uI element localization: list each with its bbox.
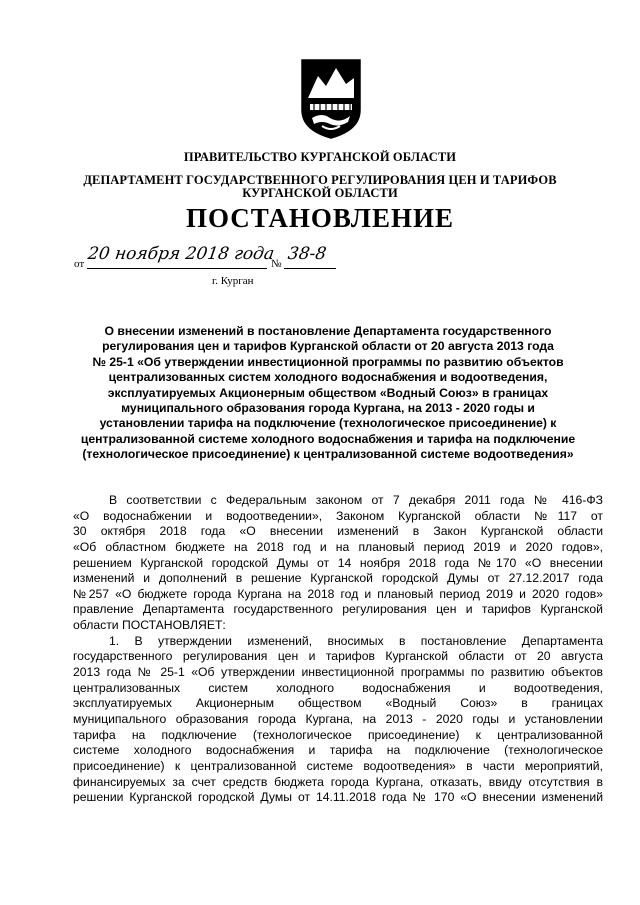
document-type-title: ПОСТАНОВЛЕНИЕ — [185, 203, 455, 233]
body-line: решении Курганской городской Думы от 14.11.2018 года № 170 «О внесении изменений — [73, 790, 603, 805]
caption-line: муниципального образования города Кургана, на 2013 - 2020 годы и — [121, 401, 535, 416]
city-name: г. Курган — [212, 275, 254, 287]
coat-of-arms-emblem — [300, 58, 362, 140]
caption-line: централизованных систем холодного водоснабжения и водоотведения, — [108, 370, 548, 385]
body-line: области ПОСТАНОВЛЯЕТ: — [73, 618, 226, 633]
body-line: правление Департамента государственного регулирования цен и тарифов Курганской — [73, 602, 603, 617]
body-line: В соответствии с Федеральным законом от 7 декабря 2011 года № 416-ФЗ — [109, 493, 603, 507]
body-line: централизованных систем холодного водоснабжения и водоотведения, — [73, 680, 603, 695]
date-prefix: от — [74, 258, 85, 270]
department-name-line2: КУРГАНСКОЙ ОБЛАСТИ — [242, 186, 398, 200]
caption-line: централизованной системе холодного водоснабжения и тарифа на подключение — [80, 431, 576, 446]
body-line: муниципального образования города Кургана, на 2013 - 2020 годы и установлении — [73, 711, 603, 726]
body-line: государственного регулирования цен и тарифов Курганской области от 20 августа — [73, 649, 603, 664]
number-sign: № — [271, 258, 282, 270]
body-line: №257 «О бюджете города Кургана на 2018 год и плановый период 2019 и 2020 годов» — [73, 586, 603, 601]
department-name-line1: ДЕПАРТАМЕНТ ГОСУДАРСТВЕННОГО РЕГУЛИРОВАНИЯ ЦЕН И ТАРИФОВ — [83, 173, 557, 187]
body-line: изменений и дополнений в решение Курганской городской Думы от 27.12.2017 года — [73, 571, 603, 586]
body-line: «О водоснабжении и водоотведении», Законом Курганской области №117 от — [73, 508, 603, 523]
caption-line: (технологическое присоединение) к централизованной системе водоотведения» — [82, 447, 574, 462]
date-underline — [87, 268, 267, 269]
document-body — [73, 493, 603, 806]
handwritten-number: 38-8 — [286, 244, 328, 264]
body-line: 30 октября 2018 года «О внесении изменений в Закон Курганской области — [73, 524, 603, 539]
caption-line: № 25-1 «Об утверждении инвестиционной программы по развитию объектов — [92, 354, 564, 369]
body-line: тарифа на подключение (технологическое присоединение) к централизованной — [73, 727, 603, 742]
body-line: «Об областном бюджете на 2018 год и на плановый период 2019 и 2020 годов», — [73, 539, 603, 554]
handwritten-date: 20 ноября 2018 года — [86, 244, 276, 264]
body-line: 1. В утверждении изменений, вносимых в постановление Департамента — [109, 633, 603, 648]
caption-line: эксплуатируемых Акционерным обществом «Водный Союз» в границах — [107, 385, 549, 400]
date-number-line — [74, 244, 374, 287]
body-line: решением Курганской городской Думы от 14 ноября 2018 года №170 «О внесении — [73, 555, 603, 570]
body-line: 2013 года № 25-1 «Об утверждении инвестиционной программы по развитию объектов — [73, 665, 603, 680]
caption-line: регулирования цен и тарифов Курганской области от 20 августа 2013 года — [102, 339, 554, 354]
number-underline — [284, 268, 336, 269]
body-line: финансируемых за счет средств бюджета города Кургана, отказать, ввиду отсутствия в — [73, 774, 603, 789]
caption-line: О внесении изменений в постановление Департамента государственного — [104, 324, 552, 338]
body-line: присоединение) к централизованной системе водоотведения» в части мероприятий, — [73, 758, 603, 773]
body-line: эксплуатируемых Акционерным обществом «Водный Союз» в границах — [73, 696, 603, 711]
document-caption — [60, 324, 596, 463]
government-name: ПРАВИТЕЛЬСТВО КУРГАНСКОЙ ОБЛАСТИ — [183, 150, 457, 164]
body-line: системе холодного водоснабжения и тарифа на подключение (технологическое — [73, 743, 603, 758]
caption-line: установлении тарифа на подключение (технологическое присоединение) к — [99, 416, 557, 431]
